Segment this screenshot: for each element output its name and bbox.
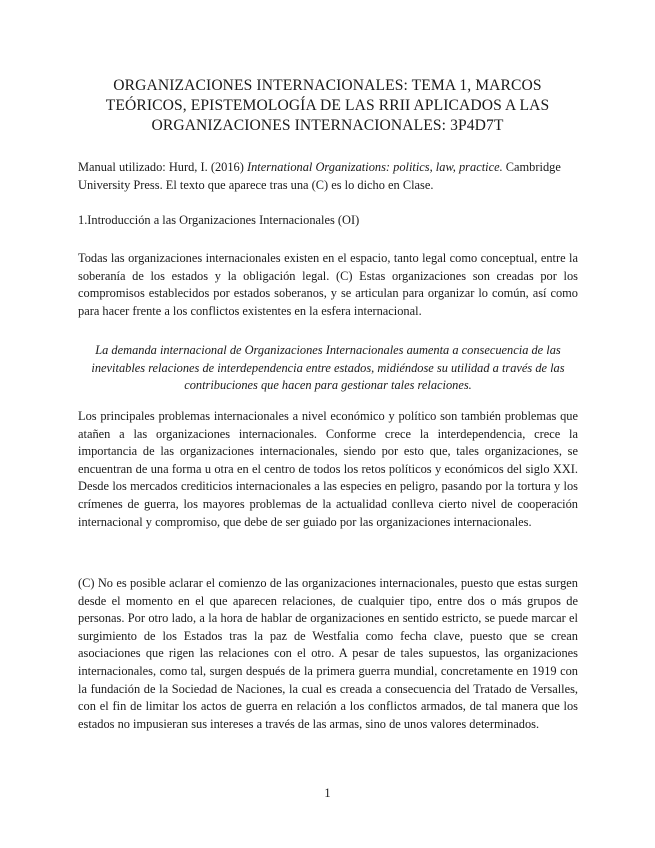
paragraph-3: (C) No es posible aclarar el comienzo de las organizaciones internacionales, puesto que estas surgen desde el momento en el que aparecen relaciones, de cualquier tipo, entre dos o más grupos de personas. Por otro lado, a la hora de hablar de organizaciones en sentido estricto, se puede marcar el surgimiento de los Estados tras la paz de Westfalia como fecha clave, puesto que se crean asociaciones que rigen las relaciones con el otro. A pesar de tales supuestos, las organizaciones internacionales, como tal, surgen después de la primera guerra mundial, concretamente en 1919 con la fundación de la Sociedad de Naciones, la cual es creada a consecuencia del Tratado de Versalles, con el fin de limitar los actos de guerra en relación a los conflictos armados, de tal manera que los estados no impusieran sus intereses a través de las armas, sino de unos valores determinados. [78, 576, 578, 731]
manual-prefix: Manual utilizado: Hurd, I. (2016) [78, 160, 247, 174]
section-heading: 1.Introducción a las Organizaciones Internacionales (OI) [78, 213, 360, 227]
quote-block: La demanda internacional de Organizaciones Internacionales aumenta a consecuencia de las inevitables relaciones de interdependencia entre estados, midiéndose su utilidad a través de las contribuciones que hacen para gestionar tales relaciones. [91, 343, 565, 393]
document-title: ORGANIZACIONES INTERNACIONALES: TEMA 1, MARCOS TEÓRICOS, EPISTEMOLOGÍA DE LAS RRII APLICADOS A LAS ORGANIZACIONES INTERNACIONALES: 3P4D7T [105, 77, 550, 134]
paragraph-2: Los principales problemas internacionales a nivel económico y político son también problemas que atañen a las organizaciones internacionales. Conforme crece la interdependencia, crece la importancia de las organizaciones internacionales, siendo por esto que, tales organizaciones, se encuentran de una forma u otra en el centro de todos los retos políticos y económicos del siglo XXI. Desde los mercados crediticios internacionales a las especies en peligro, pasando por la tortura y los crímenes de guerra, los mayores problemas de la actualidad conlleva cierto nivel de cooperación internacional y compromiso, que debe de ser guiado por las organizaciones internacionales. [78, 409, 578, 529]
manual-suffix: Cambridge University Press. El texto que aparece tras una (C) es lo dicho en Clase. [78, 160, 561, 192]
manual-book-title: International Organizations: politics, law, practice. [246, 160, 503, 174]
page-number: 1 [324, 786, 331, 800]
paragraph-1: Todas las organizaciones internacionales existen en el espacio, tanto legal como conceptual, entre la soberanía de los estados y la obligación legal. (C) Estas organizaciones son creadas por los compromisos establecidos por estados soberanos, y se articulan para organizar lo común, así como para hacer frente a los conflictos existentes en la esfera internacional. [78, 251, 578, 318]
manual-reference [78, 159, 578, 194]
